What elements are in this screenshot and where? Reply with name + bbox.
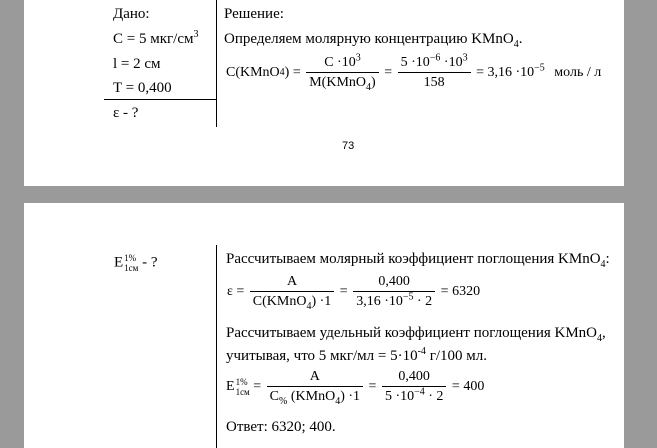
document-page-top [24,0,624,186]
page-number: 73 [342,140,355,152]
column-divider [216,0,217,127]
given-transmittance: T = 0,400 [113,80,172,96]
given-path-length: l = 2 см [113,56,161,72]
given-title: Дано: [113,6,150,22]
given-concentration: C = 5 мкг/$см^3$ [113,29,199,47]
document-page-bottom [24,203,624,448]
formula-molar-coefficient: ε = $\frac{A}{C(KMnO_4) \cdot 1}$ = $\frac{0,400}{3,16 \cdot 10^{-5} \cdot 2}$ = 6320 [227,274,481,312]
formula-specific-coefficient: E 1% 1см = $\frac{A}{C_{\%} (KMnO_4) \cdot 1}$ = $\frac{0,400}{5 \cdot 10^{-4} \cdot 2}$ = 400 [226,369,485,407]
solution-title: Решение: [224,6,284,22]
given-divider [104,99,216,100]
step-unit-conversion: учитывая, что 5 $мкг/мл = 5\cdot 10^{-4}$ г/100 мл. [226,346,487,364]
step-molar-concentration: Определяем молярную концентрацию KMnO$_4$. [224,31,523,50]
find-epsilon: ε - ? [113,105,139,121]
column-divider [216,245,217,448]
formula-molar-concentration: C(KMnO 4 ) = $\frac{C \cdot 10^3}{M(KMnO_4)}$ = $\frac{5 \cdot 10^{-6} \cdot 10^3}{158}$ = $3,16 \cdot 10^{-5}$ моль / л [226,52,602,93]
step-specific-coefficient: Рассчитываем удельный коэффициент поглощения KMnO$_4$, [226,325,606,344]
find-specific-coefficient: E 1% 1см - ? [114,253,158,273]
step-molar-coefficient: Рассчитываем молярный коэффициент поглощения KMnO$_4$: [226,251,610,270]
answer: Ответ: 6320; 400. [226,419,336,435]
